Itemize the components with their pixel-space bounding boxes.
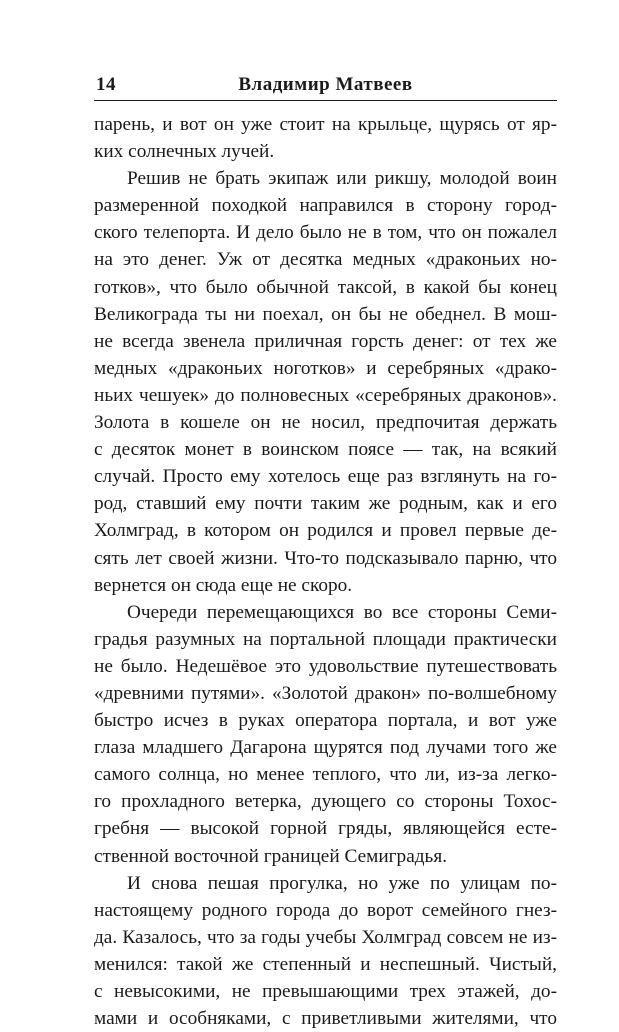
text-line: настоящему родного города до ворот семейного гнез- [94, 899, 557, 921]
text-line: не всегда звенела приличная горсть денег: от тех же [94, 330, 557, 352]
text-line: ственной восточной границей Семиградья. [94, 845, 448, 867]
text-line: Очереди перемещающихся во все стороны Семи- [127, 601, 557, 623]
text-line: глаза младшего Дагарона щурятся под лучами того же [94, 737, 557, 759]
text-line: на это денег. Уж от десятка медных «драконьих но- [94, 249, 557, 271]
text-line: градья разумных на портальной площади практически [94, 628, 557, 650]
text-line: мами и особняками, с приветливыми жителями, что [94, 1008, 557, 1030]
text-line: ского телепорта. И дело было не в том, что он пожалел [94, 222, 557, 244]
text-line: Холмград, в котором он родился и провел первые де- [94, 520, 557, 542]
text-line: не было. Недешёвое это удовольствие путешествовать [94, 655, 557, 677]
text-line: вернется он сюда еще не скоро. [94, 574, 353, 596]
text-line: «древними путями». «Золотой дракон» по-волшебному [94, 682, 557, 704]
text-line: И снова пешая прогулка, но уже по улицам по- [127, 872, 557, 894]
text-line: с невысокими, не превышающими трех этажей, до- [94, 981, 557, 1002]
text-line: случай. Просто ему хотелось еще раз взглянуть на го- [94, 466, 557, 488]
text-line: сять лет своей жизни. Что-то подсказывало парню, что [94, 547, 557, 569]
running-head-author: Владимир Матвеев [238, 74, 413, 95]
text-line: самого солнца, но менее теплого, что ли, из-за легко- [94, 764, 557, 786]
body-text [94, 111, 557, 1032]
text-line: род, ставший ему почти таким же родным, как и его [94, 493, 557, 515]
text-line: Решив не брать экипаж или рикшу, молодой воин [127, 168, 557, 190]
text-line: Золота в кошеле он не носил, предпочитая держать [94, 412, 557, 434]
page-number: 14 [96, 74, 116, 95]
text-line: с десяток монет в воинском поясе — так, на всякий [94, 439, 557, 461]
text-line: да. Казалось, что за годы учебы Холмград совсем не из- [94, 926, 557, 948]
text-line: ньих чешуек» до полновесных «серебряных драконов». [94, 384, 557, 406]
text-line: го прохладного ветерка, дующего со стороны Тохос- [94, 791, 557, 813]
text-line: парень, и вот он уже стоит на крыльце, щурясь от яр- [94, 114, 557, 135]
text-line: ких солнечных лучей. [94, 141, 275, 163]
text-line: готков», что было обычной таксой, в какой бы конец [94, 276, 557, 298]
text-line: размеренной походкой направился в сторону город- [94, 195, 557, 217]
text-line: гребня — высокой горной гряды, являющейся есте- [94, 818, 557, 840]
text-line: быстро исчез в руках оператора портала, и вот уже [94, 710, 557, 732]
book-page [94, 70, 557, 1032]
page-header [94, 70, 557, 101]
text-line: медных «драконьих ноготков» и серебряных «драко- [94, 357, 557, 379]
text-line: Великограда ты ни поехал, он бы не обеднел. В мош- [94, 303, 557, 325]
text-line: менился: такой же степенный и неспешный. Чистый, [94, 953, 557, 975]
